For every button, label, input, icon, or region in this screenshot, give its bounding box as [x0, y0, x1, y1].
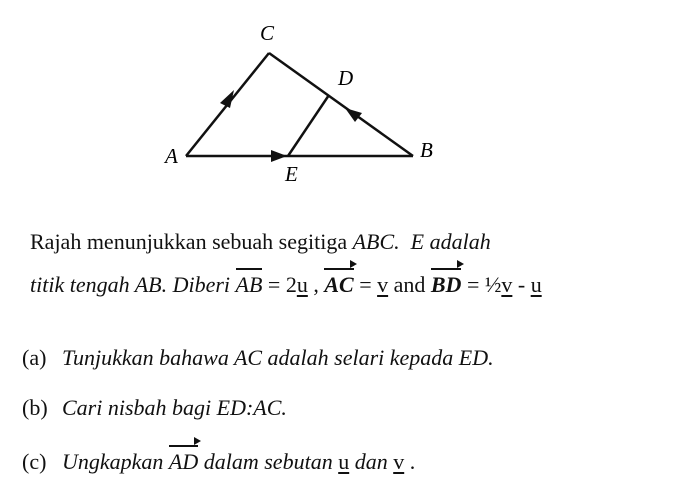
and-text: and	[388, 272, 431, 297]
period: .	[404, 449, 416, 474]
vector-ab: AB	[236, 272, 263, 298]
vector-u-3: u	[338, 449, 350, 474]
question-text: Ungkapkan	[62, 449, 169, 474]
eq-ac: =	[353, 272, 378, 297]
arrow-AC	[220, 90, 234, 108]
triangle-diagram	[0, 0, 700, 210]
intro-text: Rajah menunjukkan sebuah segitiga	[30, 229, 353, 254]
arrow-BD	[345, 108, 362, 122]
question-c	[22, 449, 415, 475]
vector-v: v	[377, 272, 389, 297]
question-text: Cari nisbah bagi ED:AC.	[62, 395, 287, 420]
vector-v-2: v	[501, 272, 513, 297]
question-label: (c)	[22, 449, 47, 474]
minus: -	[512, 272, 531, 297]
eq-bd: = ½	[461, 272, 502, 297]
triangle-name: ABC.	[352, 229, 400, 254]
intro-text-e: E adalah	[410, 229, 491, 254]
intro-line-2	[30, 272, 542, 298]
dan-text: dan	[349, 449, 394, 474]
intro-line-1	[30, 229, 491, 255]
label-A: A	[165, 144, 178, 168]
question-text-2: dalam sebutan	[198, 449, 339, 474]
label-E: E	[285, 162, 298, 186]
question-label: (a)	[22, 345, 47, 370]
label-D: D	[338, 66, 354, 90]
question-label: (b)	[22, 395, 48, 420]
intro-given-text: titik tengah AB. Diberi	[30, 272, 236, 297]
segment-ED	[288, 95, 329, 156]
question-b	[22, 395, 287, 421]
vector-ad: AD	[169, 449, 198, 475]
question-a	[22, 345, 494, 371]
question-text: Tunjukkan bahawa AC adalah selari kepada ED.	[62, 345, 494, 370]
comma: ,	[307, 272, 325, 297]
vector-u-2: u	[530, 272, 542, 297]
vector-u: u	[296, 272, 308, 297]
vector-ac: AC	[324, 272, 353, 298]
arrow-AE	[271, 150, 287, 162]
vector-v-3: v	[393, 449, 405, 474]
label-C: C	[260, 21, 275, 45]
eq-ab: = 2	[262, 272, 297, 297]
vector-bd: BD	[431, 272, 462, 298]
label-B: B	[420, 138, 433, 162]
